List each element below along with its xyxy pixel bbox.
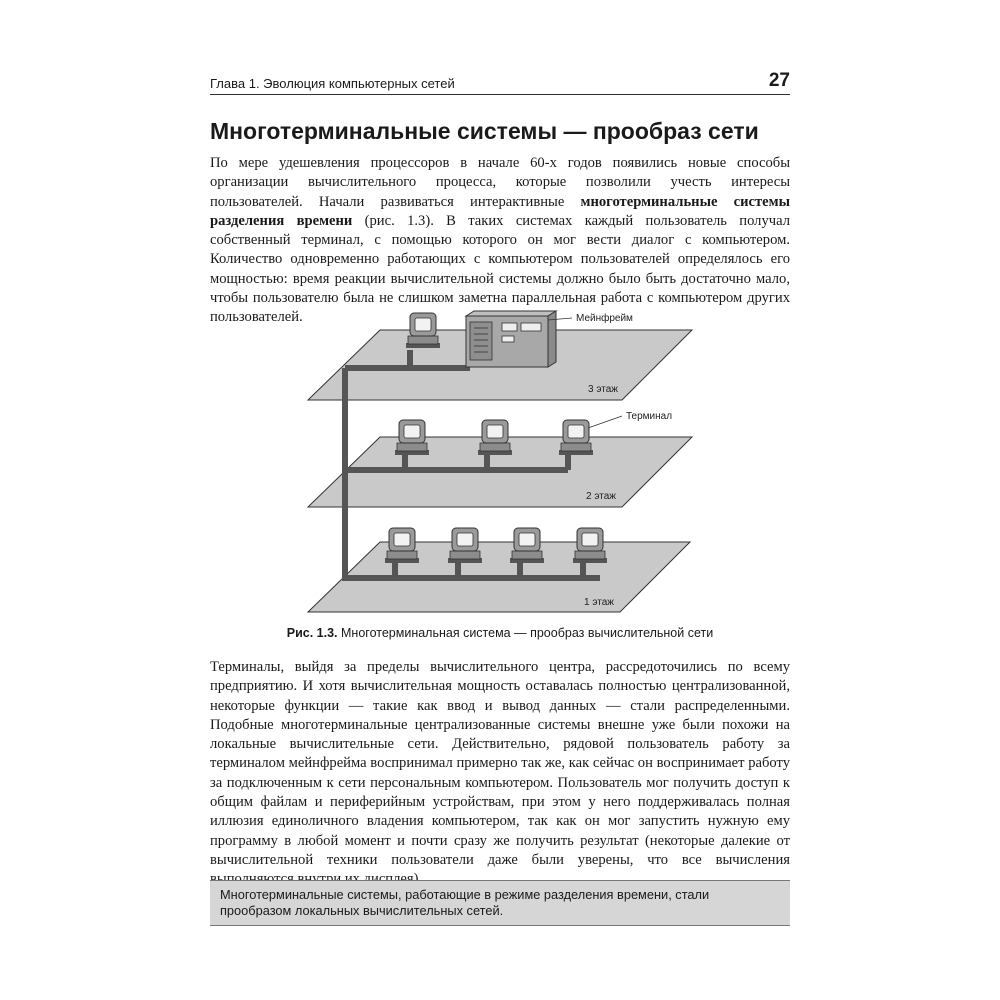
paragraph-intro [210, 154, 790, 328]
callout-text: Многотерминальные системы, работающие в режиме разделения времени, стали прообразом локальных вычислительных сетей. [220, 887, 710, 918]
terminal-icon-floor1-3 [510, 528, 544, 563]
running-header [210, 72, 790, 95]
network-diagram [290, 305, 710, 620]
callout-box [210, 880, 790, 926]
mainframe-icon [466, 311, 556, 367]
floor-1-label: 1 этаж [584, 597, 614, 608]
terminal-icon-floor2-1 [395, 420, 429, 455]
mainframe-label: Мейнфрейм [576, 313, 633, 324]
paragraph-terminals: Терминалы, выйдя за пределы вычислительного центра, рассредоточились по всему предприятию. И хотя вычислительная мощность оставалась полностью централизованной, некоторые функции — такие как ввод и вывод данных — стали распределенными. Подобные многотерминальные централизованные системы внешне уже были похожи на локальные вычислительные сети. Действительно, рядовой пользователь работу за терминалом мейнфрейма воспринимал примерно так же, как сейчас он воспринимает работу за подключенным к сети персональным компьютером. Пользователь мог получить доступ к общим файлам и периферийным устройствам, при этом у него поддерживалась полная иллюзия единоличного владения компьютером, так как он мог запустить нужную ему программу в любой момент и почти сразу же получить результат (некоторые далекие от вычислительной техники пользователи даже были уверены, что все вычисления [210, 659, 790, 868]
terminal-label: Терминал [626, 411, 673, 422]
terminal-icon-floor2-3 [559, 420, 593, 455]
terminal-icon-floor1-4 [573, 528, 607, 563]
caption-number: Рис. 1.3. [286, 626, 338, 640]
terminal-icon-floor2-2 [478, 420, 512, 455]
term-bold: многотерминальные системы разделения времени [210, 193, 790, 229]
terminal-icon-floor1-1 [385, 528, 419, 563]
page-number: 27 [768, 70, 790, 91]
paragraph-intro-text-start: По мере удешевления процессоров в начале 60-х годов появились новые способы организации вычислительного процесса, которые позволили учесть интересы пользователей. Начали развиваться интерактивные [210, 155, 790, 210]
terminal-icon-floor3 [406, 313, 440, 348]
paragraph-intro-text-end: (рис. 1.3). В таких системах каждый пользователь получал собственный терминал, с помощью которого он мог вести диалог с компьютером. Количество одновременно работающих с компьютером пользователей определялось его мощностью: время реакции вычислительной системы должно было быть достаточно мало, чтобы пользователю была не слишком заметна параллельная работа с компьютером других пользователей. [210, 212, 790, 326]
caption-text: Многотерминальная система — прообраз вычислительной сети [337, 626, 714, 640]
terminal-icon-floor1-2 [448, 528, 482, 563]
chapter-title: Глава 1. Эволюция компьютерных сетей [210, 76, 455, 91]
section-title: Многотерминальные системы — прообраз сети [210, 118, 759, 144]
figure-multiterminal-system [290, 305, 710, 620]
floor-3-label: 3 этаж [588, 384, 618, 395]
floor-2-label: 2 этаж [586, 491, 616, 502]
figure-caption [210, 626, 790, 640]
